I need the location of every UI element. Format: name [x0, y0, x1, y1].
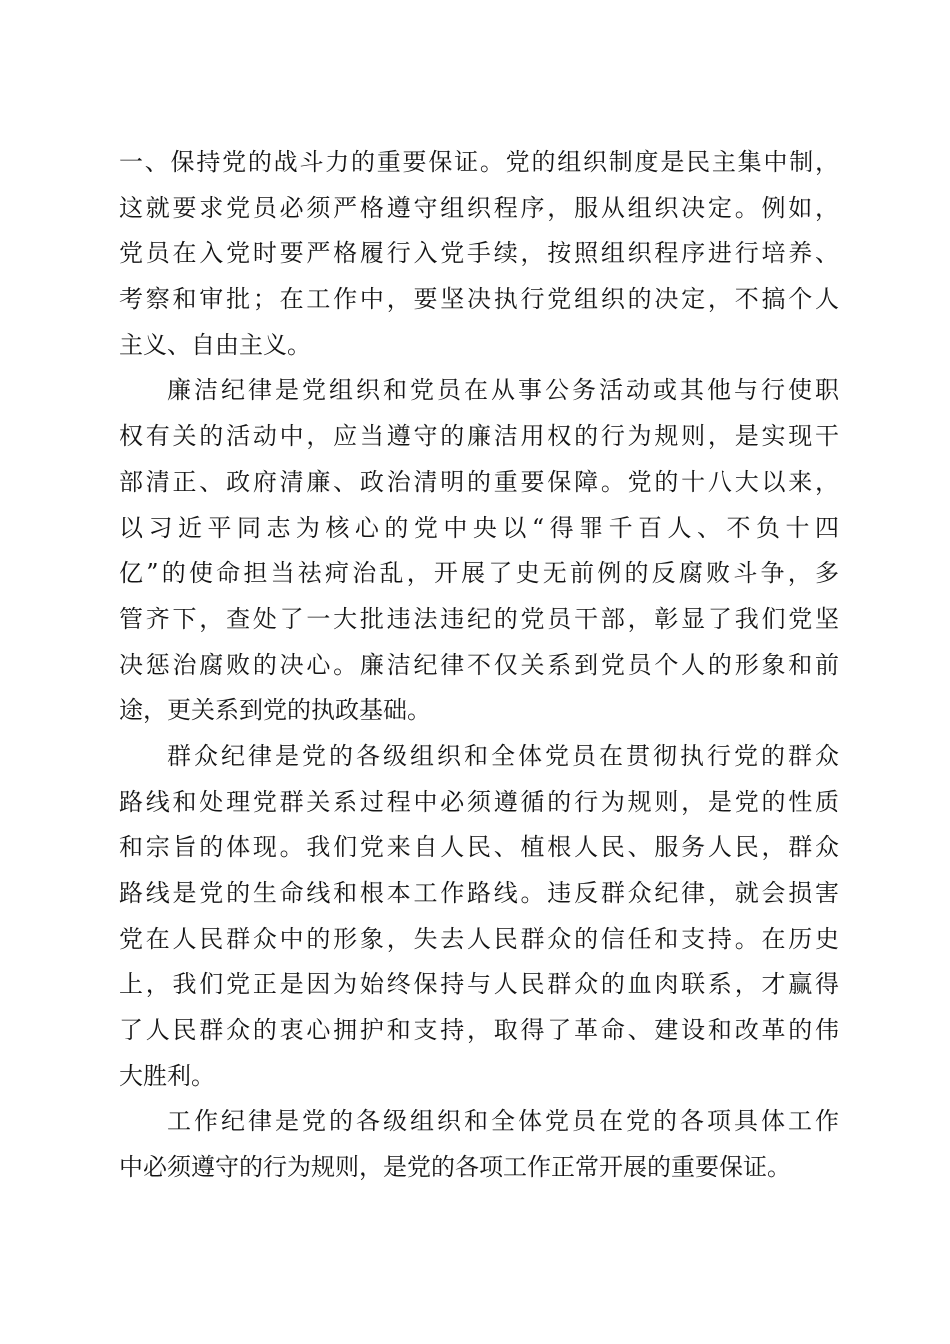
text-line: 中必须遵守的行为规则，是党的各项工作正常开展的重要保证。	[119, 1153, 791, 1182]
text-line: 路线是党的生命线和根本工作路线。违反群众纪律，就会损害	[119, 879, 839, 907]
text-line: 路线和处理党群关系过程中必须遵循的行为规则，是党的性质	[119, 787, 839, 816]
text-line: 党员在入党时要严格履行入党手续，按照组织程序进行培养、	[119, 239, 839, 268]
text-line: 一、保持党的战斗力的重要保证。党的组织制度是民主集中制，	[119, 148, 839, 176]
text-line: 群众纪律是党的各级组织和全体党员在贯彻执行党的群众	[167, 741, 839, 770]
text-line: 考察和审批；在工作中，要坚决执行党组织的决定，不搞个人	[119, 285, 839, 314]
text-line: 途，更关系到党的执政基础。	[119, 696, 431, 725]
paragraph	[119, 734, 839, 1100]
text-line: 党在人民群众中的形象，失去人民群众的信任和支持。在历史	[119, 924, 839, 953]
text-line: 和宗旨的体现。我们党来自人民、植根人民、服务人民，群众	[119, 833, 839, 862]
paragraph	[119, 140, 839, 368]
text-line: 这就要求党员必须严格遵守组织程序，服从组织决定。例如，	[119, 193, 839, 222]
text-line: 决惩治腐败的决心。廉洁纪律不仅关系到党员个人的形象和前	[119, 650, 839, 679]
text-line: 廉洁纪律是党组织和党员在从事公务活动或其他与行使职	[167, 376, 839, 405]
text-line: 大胜利。	[119, 1061, 215, 1090]
text-line: 管齐下，查处了一大批违法违纪的党员干部，彰显了我们党坚	[119, 604, 839, 633]
paragraph	[119, 368, 839, 734]
text-line: 以习近平同志为核心的党中央以“得罪千百人、不负十四	[119, 513, 839, 542]
text-line: 权有关的活动中，应当遵守的廉洁用权的行为规则，是实现干	[119, 422, 839, 451]
text-line: 上，我们党正是因为始终保持与人民群众的血肉联系，才赢得	[119, 970, 839, 999]
text-line: 了人民群众的衷心拥护和支持，取得了革命、建设和改革的伟	[119, 1016, 839, 1045]
text-line: 亿”的使命担当祛疴治乱，开展了史无前例的反腐败斗争，多	[119, 559, 839, 588]
text-line: 工作纪律是党的各级组织和全体党员在党的各项具体工作	[167, 1107, 839, 1136]
text-line: 主义、自由主义。	[119, 330, 311, 359]
text-line: 部清正、政府清廉、政治清明的重要保障。党的十八大以来，	[119, 467, 839, 496]
paragraph	[119, 1099, 839, 1190]
document-body	[119, 140, 839, 1191]
